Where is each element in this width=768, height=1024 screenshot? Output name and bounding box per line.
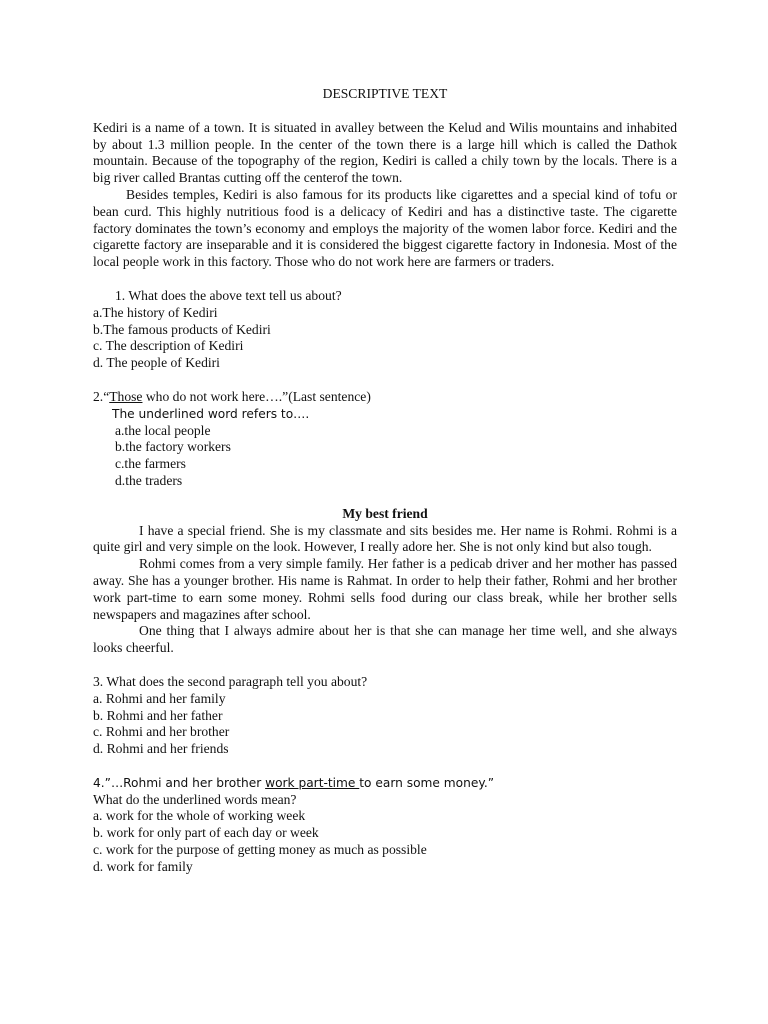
q3-option-a: a. Rohmi and her family bbox=[93, 690, 226, 706]
q4-rest: to earn some money.” bbox=[359, 775, 495, 790]
q1-option-c: c. The description of Kediri bbox=[93, 338, 244, 354]
q3-option-b: b. Rohmi and her father bbox=[93, 707, 223, 723]
question-3: 3. What does the second paragraph tell you about? bbox=[93, 673, 368, 689]
q3-option-c: c. Rohmi and her brother bbox=[93, 724, 230, 740]
q2-option-d: d.the traders bbox=[115, 472, 183, 488]
q4-option-c: c. work for the purpose of getting money as much as possible bbox=[93, 842, 427, 858]
q1-option-a: a.The history of Kediri bbox=[93, 304, 218, 320]
text2-paragraph-2: Rohmi comes from a very simple family. Her father is a pedicab driver and her mother has passed away. She has a younger brother. His name is Rahmat. In order to help their father, Rohmi and her brother work part-time to earn some money. Rohmi sells food during our class break, while her brother sells newspapers and magazines after school. bbox=[93, 556, 677, 622]
question-4 bbox=[93, 775, 677, 792]
text2-paragraph-1: I have a special friend. She is my classmate and sits besides me. Her name is Rohmi. Rohmi is a quite girl and very simple on the look. However, I really adore her. She is not only kind but also tough. bbox=[93, 522, 677, 555]
q4-underlined-words: work part-time bbox=[265, 775, 360, 790]
text1-paragraph-1: Kediri is a name of a town. It is situated in avalley between the Kelud and Wilis mountains and inhabited by about 1.3 million people. In the center of the town there is a large hill which is called the Dathok mountain. Because of the topography of the region, Kediri is called a chily town by the locals. There is a big river called Brantas cutting off the centerof the town. bbox=[93, 119, 677, 186]
q1-option-d: d. The people of Kediri bbox=[93, 355, 220, 371]
question-2 bbox=[93, 389, 677, 406]
q2-prefix: 2.“ bbox=[93, 388, 110, 404]
section-title: My best friend bbox=[342, 505, 428, 521]
q2-prompt: The underlined word refers to…. bbox=[112, 406, 310, 421]
q4-option-b: b. work for only part of each day or week bbox=[93, 825, 319, 841]
text1-paragraph-2: Besides temples, Kediri is also famous for its products like cigarettes and a special kind of tofu or bean curd. This highly nutritious food is a delicacy of Kediri and has a distinctive taste. The cigarette factory dominates the town’s economy and employs the majority of the women labor force. Kediri and the cigarette factory are inseparable and it is considered the biggest cigarette factory in Indonesia. Most of the local people work in this factory. Those who do not work here are farmers or traders. bbox=[93, 186, 677, 270]
page-title: DESCRIPTIVE TEXT bbox=[322, 86, 448, 101]
q3-option-d: d. Rohmi and her friends bbox=[93, 741, 229, 757]
q4-option-d: d. work for family bbox=[93, 858, 193, 874]
q2-option-b: b.the factory workers bbox=[115, 439, 231, 455]
q2-underlined-word: Those bbox=[109, 388, 143, 404]
q2-option-c: c.the farmers bbox=[115, 456, 186, 472]
document-page bbox=[93, 86, 677, 876]
question-1: 1. What does the above text tell us about? bbox=[115, 287, 342, 303]
q4-question: What do the underlined words mean? bbox=[93, 791, 297, 807]
q2-rest: who do not work here….”(Last sentence) bbox=[142, 388, 371, 404]
q1-option-b: b.The famous products of Kediri bbox=[93, 321, 271, 337]
text2-paragraph-3: One thing that I always admire about her is that she can manage her time well, and she always looks cheerful. bbox=[93, 623, 677, 656]
q4-prefix: 4.”…Rohmi and her brother bbox=[93, 775, 266, 790]
q4-option-a: a. work for the whole of working week bbox=[93, 808, 306, 824]
q2-option-a: a.the local people bbox=[115, 422, 211, 438]
